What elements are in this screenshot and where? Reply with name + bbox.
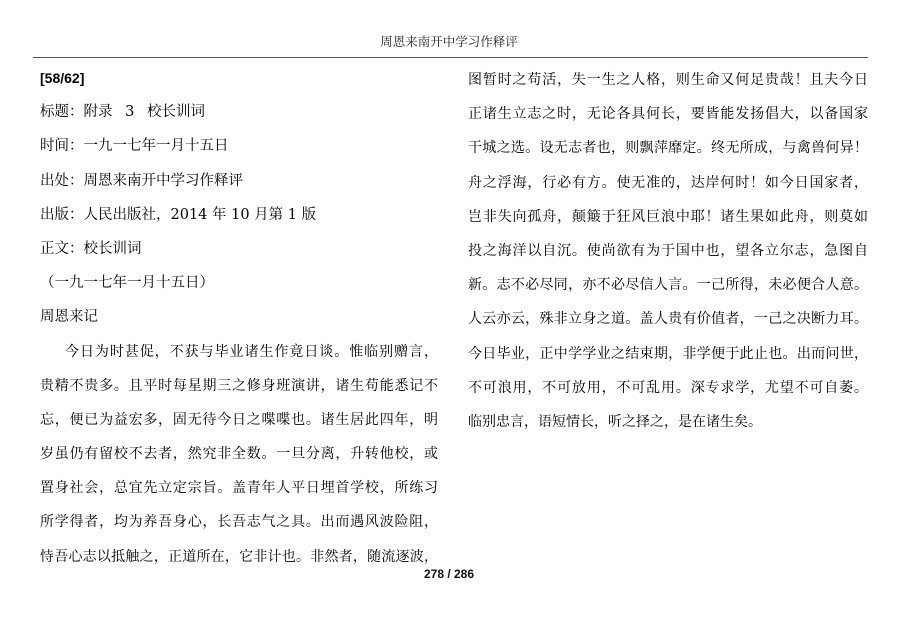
body-line: 贵精不贵多。且平时每星期三之修身班演讲，诸生苟能悉记不 (40, 377, 438, 394)
running-header: 周恩来南开中学习作释评 (380, 34, 518, 49)
body-line: 今日毕业，正中学学业之结束期，非学便于此止也。出而问世， (468, 345, 868, 362)
body-line: 今日为时甚促，不获与毕业诸生作竟日谈。惟临别赠言， (65, 343, 438, 360)
meta-time: 时间：一九一七年一月十五日 (40, 138, 229, 155)
entry-index: [58/62] (40, 70, 85, 86)
body-line: 所学得者，均为养吾身心，长吾志气之具。出而遇风波险阻， (40, 514, 438, 531)
body-line-last: 临别忠言，语短情长，听之择之，是在诸生矣。 (468, 413, 762, 430)
header-divider (33, 57, 868, 58)
body-line: 不可浪用，不可放用，不可乱用。深专求学，尤望不可自萎。 (468, 379, 868, 396)
document-author: 周恩来记 (40, 309, 98, 326)
body-line: 新。志不必尽同，亦不必尽信人言。一己所得，未必便合人意。 (468, 277, 868, 294)
body-line: 恃吾心志以抵触之，正道所在，它非计也。非然者，随流逐波， (40, 548, 438, 565)
body-line: 干城之选。设无志者也，则飘萍靡定。终无所成，与禽兽何异！ (468, 140, 868, 157)
body-line: 岁虽仍有留校不去者，然究非全数。一旦分离，升转他校，或 (40, 446, 438, 463)
meta-source: 出处：周恩来南开中学习作释评 (40, 172, 243, 189)
body-line: 投之海洋以自沉。使尚欲有为于国中也，望各立尔志，急图自 (468, 242, 868, 259)
document-date: （一九一七年一月十五日） (40, 275, 214, 292)
meta-title: 标题：附录 3 校长训词 (40, 104, 205, 121)
right-column (468, 63, 868, 439)
body-line: 正诸生立志之时，无论各具何长，要皆能发扬倡大，以备国家 (468, 106, 868, 123)
meta-body-label: 正文：校长训词 (40, 240, 142, 257)
meta-publication: 出版：人民出版社，2014 年 10 月第 1 版 (40, 206, 317, 223)
page-number: 278 / 286 (423, 567, 475, 581)
body-line: 忘，便已为益宏多，固无待今日之喋喋也。诸生居此四年，明 (40, 411, 438, 428)
left-column (40, 61, 438, 574)
body-line: 人云亦云，殊非立身之道。盖人贵有价值者，一己之决断力耳。 (468, 311, 868, 328)
body-line: 岂非失向孤舟，颠簸于狂风巨浪中耶！诸生果如此舟，则莫如 (468, 208, 868, 225)
body-line: 舟之浮海，行必有方。使无准的，达岸何时！如今日国家者， (468, 174, 868, 191)
body-line: 置身社会，总宜先立定宗旨。盖青年人平日埋首学校，所练习 (40, 480, 438, 497)
body-line: 图暂时之苟活，失一生之人格，则生命又何足贵哉！且夫今日 (468, 72, 868, 88)
